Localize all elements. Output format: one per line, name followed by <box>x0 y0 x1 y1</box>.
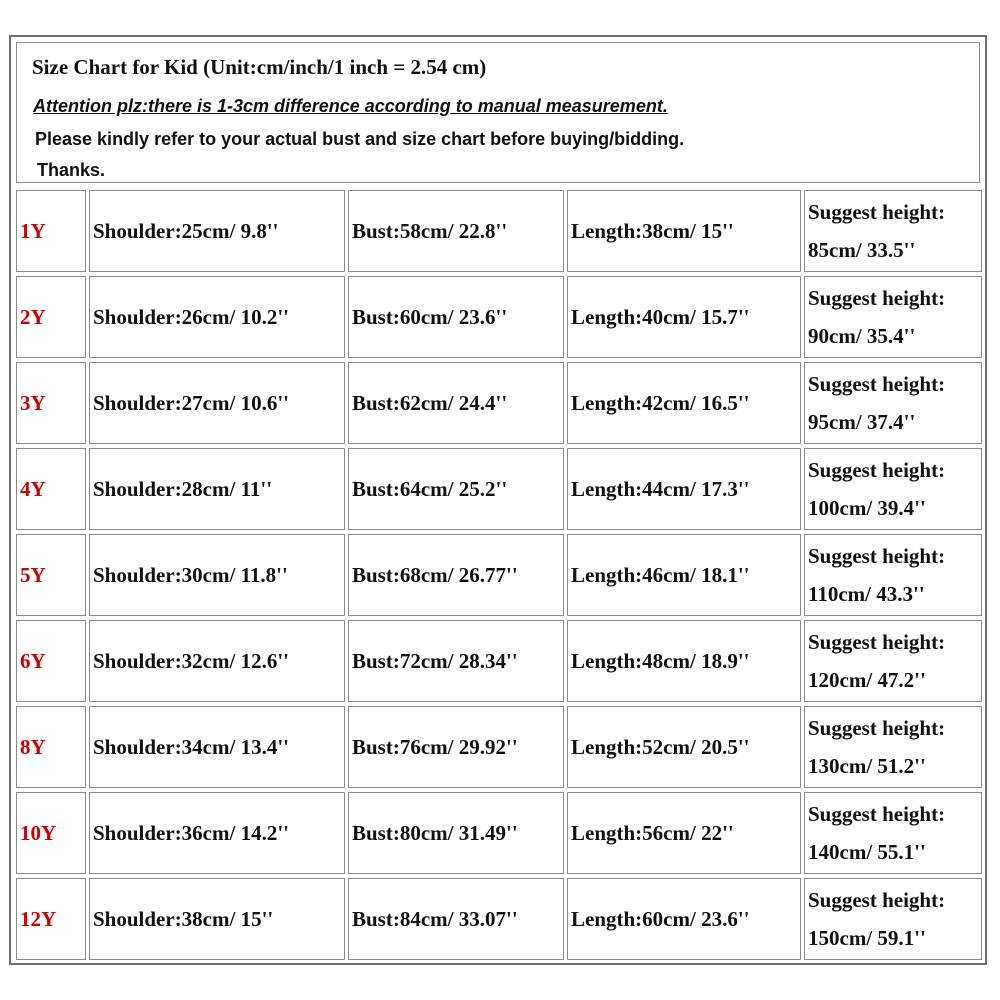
height-label: Suggest height: <box>808 458 946 482</box>
length-cell: Length:38cm/ 15'' <box>567 190 801 272</box>
height-label: Suggest height: <box>808 200 946 224</box>
height-cell <box>804 276 982 358</box>
height-label: Suggest height: <box>808 888 946 912</box>
table-row <box>16 189 982 275</box>
height-cell <box>804 362 982 444</box>
size-cell: 10Y <box>16 792 86 874</box>
table-row <box>16 705 982 791</box>
table-row <box>16 791 982 877</box>
shoulder-cell: Shoulder:38cm/ 15'' <box>89 878 345 960</box>
height-cell <box>804 706 982 788</box>
height-value: 95cm/ 37.4'' <box>808 410 916 434</box>
height-value: 120cm/ 47.2'' <box>808 668 926 692</box>
bust-cell: Bust:80cm/ 31.49'' <box>348 792 564 874</box>
size-chart-header <box>16 42 980 183</box>
height-value: 110cm/ 43.3'' <box>808 582 925 606</box>
table-row <box>16 619 982 705</box>
shoulder-cell: Shoulder:30cm/ 11.8'' <box>89 534 345 616</box>
height-cell <box>804 448 982 530</box>
bust-cell: Bust:76cm/ 29.92'' <box>348 706 564 788</box>
bust-cell: Bust:72cm/ 28.34'' <box>348 620 564 702</box>
height-label: Suggest height: <box>808 544 946 568</box>
size-cell: 3Y <box>16 362 86 444</box>
length-cell: Length:44cm/ 17.3'' <box>567 448 801 530</box>
length-cell: Length:56cm/ 22'' <box>567 792 801 874</box>
bust-cell: Bust:58cm/ 22.8'' <box>348 190 564 272</box>
size-chart <box>9 35 987 965</box>
height-label: Suggest height: <box>808 286 946 310</box>
height-cell <box>804 190 982 272</box>
height-cell <box>804 534 982 616</box>
size-table <box>16 189 982 963</box>
height-label: Suggest height: <box>808 716 946 740</box>
size-cell: 5Y <box>16 534 86 616</box>
height-cell <box>804 620 982 702</box>
table-row <box>16 533 982 619</box>
height-value: 100cm/ 39.4'' <box>808 496 926 520</box>
shoulder-cell: Shoulder:36cm/ 14.2'' <box>89 792 345 874</box>
height-value: 90cm/ 35.4'' <box>808 324 916 348</box>
shoulder-cell: Shoulder:28cm/ 11'' <box>89 448 345 530</box>
table-row <box>16 275 982 361</box>
size-cell: 6Y <box>16 620 86 702</box>
bust-cell: Bust:62cm/ 24.4'' <box>348 362 564 444</box>
size-cell: 2Y <box>16 276 86 358</box>
size-cell: 12Y <box>16 878 86 960</box>
bust-cell: Bust:68cm/ 26.77'' <box>348 534 564 616</box>
size-cell: 8Y <box>16 706 86 788</box>
chart-title: Size Chart for Kid (Unit:cm/inch/1 inch = 2.54 cm) <box>32 55 487 79</box>
height-label: Suggest height: <box>808 802 946 826</box>
shoulder-cell: Shoulder:25cm/ 9.8'' <box>89 190 345 272</box>
shoulder-cell: Shoulder:27cm/ 10.6'' <box>89 362 345 444</box>
shoulder-cell: Shoulder:32cm/ 12.6'' <box>89 620 345 702</box>
height-value: 150cm/ 59.1'' <box>808 926 926 950</box>
length-cell: Length:40cm/ 15.7'' <box>567 276 801 358</box>
attention-note: Attention plz:there is 1-3cm difference according to manual measurement. <box>33 96 668 116</box>
thanks-note: Thanks. <box>37 160 106 180</box>
length-cell: Length:60cm/ 23.6'' <box>567 878 801 960</box>
length-cell: Length:42cm/ 16.5'' <box>567 362 801 444</box>
shoulder-cell: Shoulder:26cm/ 10.2'' <box>89 276 345 358</box>
height-label: Suggest height: <box>808 372 946 396</box>
length-cell: Length:46cm/ 18.1'' <box>567 534 801 616</box>
table-row <box>16 447 982 533</box>
height-cell <box>804 878 982 960</box>
instruction-note: Please kindly refer to your actual bust and size chart before buying/bidding. <box>35 129 685 149</box>
height-value: 140cm/ 55.1'' <box>808 840 926 864</box>
shoulder-cell: Shoulder:34cm/ 13.4'' <box>89 706 345 788</box>
height-cell <box>804 792 982 874</box>
length-cell: Length:48cm/ 18.9'' <box>567 620 801 702</box>
size-cell: 4Y <box>16 448 86 530</box>
bust-cell: Bust:84cm/ 33.07'' <box>348 878 564 960</box>
bust-cell: Bust:64cm/ 25.2'' <box>348 448 564 530</box>
height-value: 85cm/ 33.5'' <box>808 238 916 262</box>
height-value: 130cm/ 51.2'' <box>808 754 926 778</box>
table-row <box>16 361 982 447</box>
height-label: Suggest height: <box>808 630 946 654</box>
table-row <box>16 877 982 963</box>
length-cell: Length:52cm/ 20.5'' <box>567 706 801 788</box>
size-cell: 1Y <box>16 190 86 272</box>
bust-cell: Bust:60cm/ 23.6'' <box>348 276 564 358</box>
